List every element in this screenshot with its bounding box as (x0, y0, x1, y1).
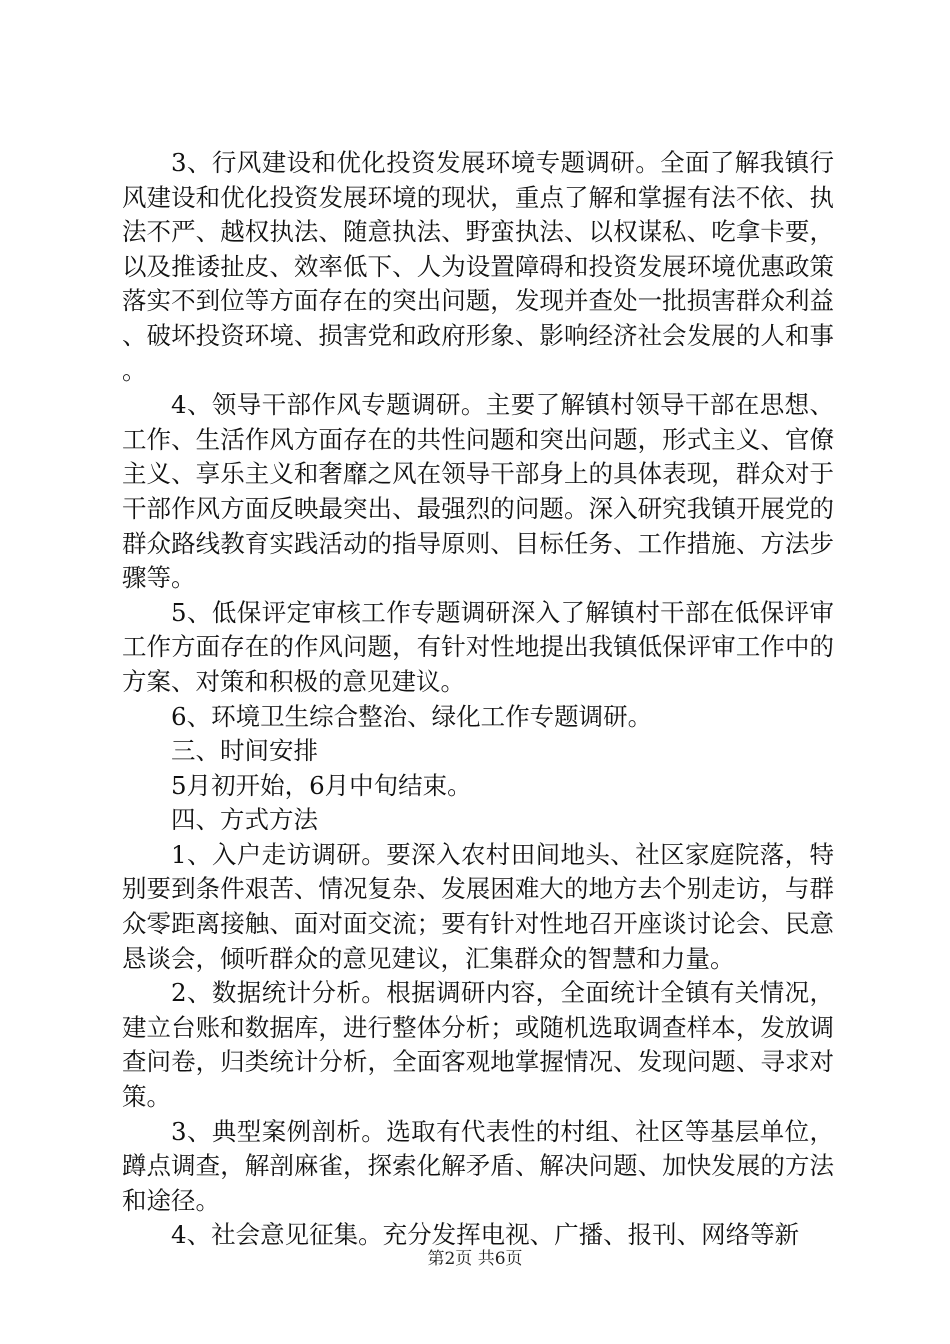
method-item-3: 3、典型案例剖析。选取有代表性的村组、社区等基层单位，蹲点调查，解剖麻雀，探索化解矛盾、解决问题、加快发展的方法和途径。 (122, 1116, 834, 1215)
method-item-4: 4、社会意见征集。充分发挥电视、广播、报刊、网络等新 (171, 1220, 800, 1250)
section-heading-methods: 四、方式方法 (171, 805, 318, 835)
paragraph-item-4: 4、领导干部作风专题调研。主要了解镇村领导干部在思想、工作、生活作风方面存在的共性问题和突出问题，形式主义、官僚主义、享乐主义和奢靡之风在领导干部身上的具体表现，群众对于干部作风方面反映最突出、最强烈的问题。深入研究我镇开展党的群众路线教育实践活动的指导原则、目标任务、工作措施、方法步骤等。 (122, 390, 834, 593)
method-item-1: 1、入户走访调研。要深入农村田间地头、社区家庭院落，特别要到条件艰苦、情况复杂、发展困难大的地方去个别走访，与群众零距离接触、面对面交流；要有针对性地召开座谈讨论会、民意恳谈会，倾听群众的意见建议，汇集群众的智慧和力量。 (122, 839, 834, 973)
page-number-footer: 第2页 共6页 (427, 1249, 523, 1269)
schedule-text: 5月初开始，6月中旬结束。 (171, 770, 472, 800)
paragraph-item-3: 3、行风建设和优化投资发展环境专题调研。全面了解我镇行风建设和优化投资发展环境的现状，重点了解和掌握有法不依、执法不严、越权执法、随意执法、野蛮执法、以权谋私、吃拿卡要，以及推诿扯皮、效率低下、人为设置障碍和投资发展环境优惠政策落实不到位等方面存在的突出问题，发现并查处一批损害群众利益、破坏投资环境、损害党和政府形象、影响经济社会发展的人和事。 (122, 148, 834, 385)
method-item-2: 2、数据统计分析。根据调研内容，全面统计全镇有关情况，建立台账和数据库，进行整体分析；或随机选取调查样本，发放调查问卷，归类统计分析，全面客观地掌握情况、发现问题、寻求对策。 (122, 978, 834, 1112)
section-heading-schedule: 三、时间安排 (171, 736, 318, 766)
paragraph-item-6: 6、环境卫生综合整治、绿化工作专题调研。 (171, 701, 653, 731)
document-body (122, 146, 834, 1253)
paragraph-item-5: 5、低保评定审核工作专题调研深入了解镇村干部在低保评审工作方面存在的作风问题，有针对性地提出我镇低保评审工作中的方案、对策和积极的意见建议。 (122, 597, 834, 696)
